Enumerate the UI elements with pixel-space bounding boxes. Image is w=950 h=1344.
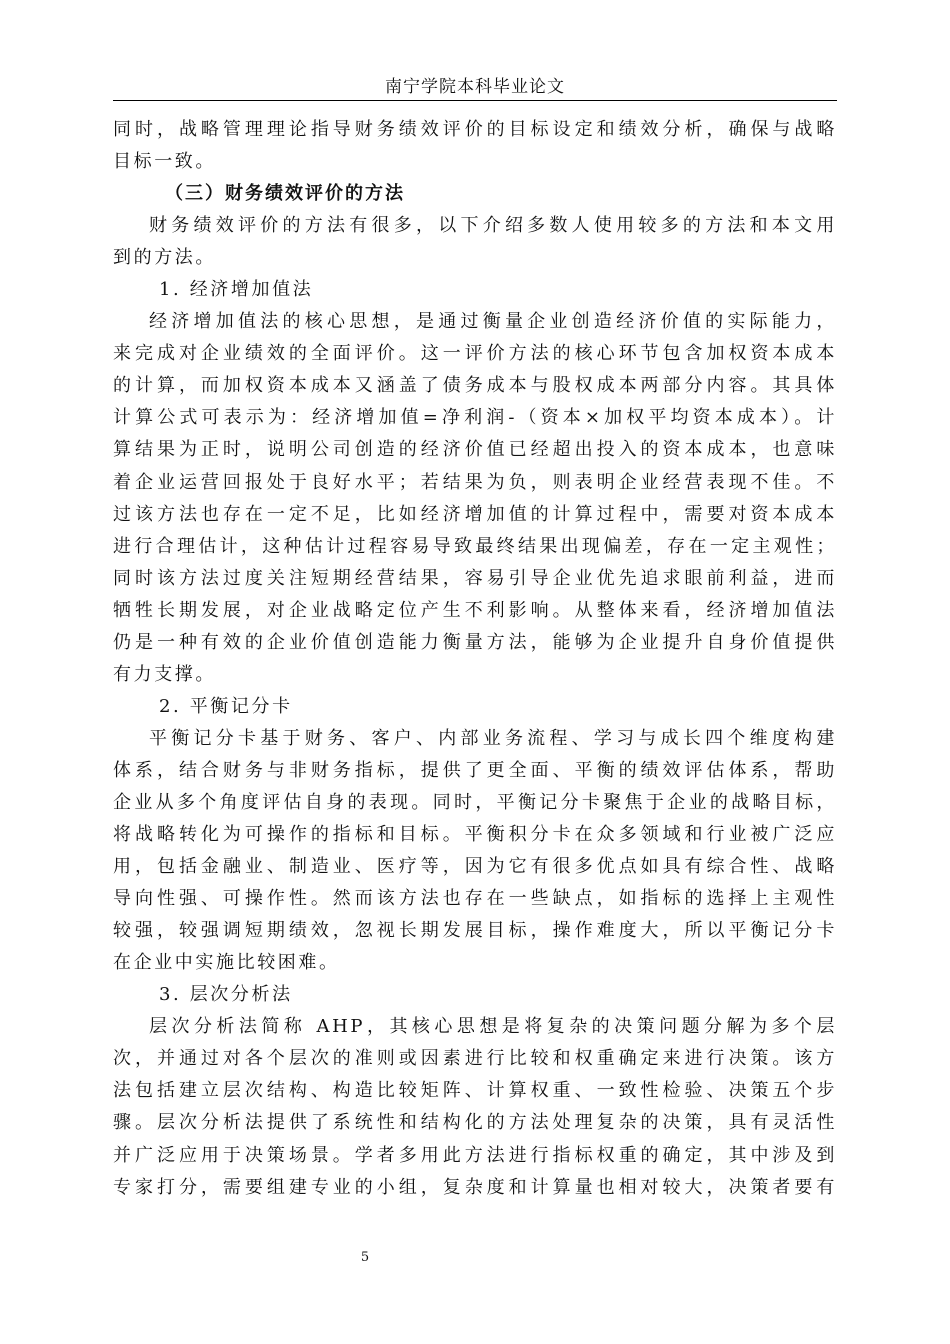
text-line: 在企业中实施比较困难。 <box>113 952 340 974</box>
page-number: 5 <box>360 1250 370 1265</box>
text-line: 较强，较强调短期绩效，忽视长期发展目标，操作难度大，所以平衡记分卡 <box>113 920 837 942</box>
text-line: 平衡记分卡基于财务、客户、内部业务流程、学习与成长四个维度构建 <box>149 727 837 749</box>
subsection-heading: 3. 层次分析法 <box>159 984 293 1006</box>
text-line: 进行合理估计，这种估计过程容易导致最终结果出现偏差，存在一定主观性； <box>113 535 837 557</box>
text-line: 同时该方法过度关注短期经营结果，容易引导企业优先追求眼前利益，进而 <box>113 567 837 589</box>
text-line: 计算公式可表示为：经济增加值=净利润-（资本×加权平均资本成本）。计 <box>113 407 837 429</box>
text-line: 来完成对企业绩效的全面评价。这一评价方法的核心环节包含加权资本成本 <box>113 343 837 365</box>
text-line: 用，包括金融业、制造业、医疗等，因为它有很多优点如具有综合性、战略 <box>113 856 837 878</box>
section-heading: （三）财务绩效评价的方法 <box>165 183 405 205</box>
text-line: 同时，战略管理理论指导财务绩效评价的目标设定和绩效分析，确保与战略 <box>113 119 837 140</box>
text-line: 的计算，而加权资本成本又涵盖了债务成本与股权成本两部分内容。其具体 <box>113 375 837 397</box>
text-line: 次，并通过对各个层次的准则或因素进行比较和权重确定来进行决策。该方 <box>113 1048 837 1070</box>
subsection-heading: 1. 经济增加值法 <box>159 279 314 301</box>
subsection-heading: 2. 平衡记分卡 <box>159 695 293 717</box>
text-line: 经济增加值法的核心思想，是通过衡量企业创造经济价值的实际能力， <box>149 311 837 333</box>
body-text <box>113 114 837 1204</box>
text-line: 财务绩效评价的方法有很多，以下介绍多数人使用较多的方法和本文用 <box>149 215 837 237</box>
text-line: 并广泛应用于决策场景。学者多用此方法进行指标权重的确定，其中涉及到 <box>113 1144 837 1166</box>
header-divider <box>113 100 837 101</box>
text-line: 目标一致。 <box>113 151 216 173</box>
text-line: 体系，结合财务与非财务指标，提供了更全面、平衡的绩效评估体系，帮助 <box>113 759 837 781</box>
text-line: 到的方法。 <box>113 247 216 269</box>
text-line: 企业从多个角度评估自身的表现。同时，平衡记分卡聚焦于企业的战略目标， <box>113 791 837 813</box>
text-line: 导向性强、可操作性。然而该方法也存在一些缺点，如指标的选择上主观性 <box>113 888 837 910</box>
text-line: 层次分析法简称 AHP，其核心思想是将复杂的决策问题分解为多个层 <box>149 1016 837 1038</box>
text-line: 法包括建立层次结构、构造比较矩阵、计算权重、一致性检验、决策五个步 <box>113 1080 837 1102</box>
text-line: 过该方法也存在一定不足，比如经济增加值的计算过程中，需要对资本成本 <box>113 503 837 525</box>
text-line: 骤。层次分析法提供了系统性和结构化的方法处理复杂的决策，具有灵活性 <box>113 1112 837 1134</box>
text-line: 将战略转化为可操作的指标和目标。平衡积分卡在众多领域和行业被广泛应 <box>113 824 837 846</box>
text-line: 专家打分，需要组建专业的小组，复杂度和计算量也相对较大，决策者要有 <box>113 1176 837 1198</box>
text-line: 有力支撑。 <box>113 663 216 685</box>
text-line: 着企业运营回报处于良好水平；若结果为负，则表明企业经营表现不佳。不 <box>113 471 837 493</box>
page-header-title: 南宁学院本科毕业论文 <box>385 77 565 97</box>
text-line: 仍是一种有效的企业价值创造能力衡量方法，能够为企业提升自身价值提供 <box>113 631 837 653</box>
text-line: 算结果为正时，说明公司创造的经济价值已经超出投入的资本成本，也意味 <box>113 439 837 461</box>
text-line: 牺牲长期发展，对企业战略定位产生不利影响。从整体来看，经济增加值法 <box>113 599 837 621</box>
